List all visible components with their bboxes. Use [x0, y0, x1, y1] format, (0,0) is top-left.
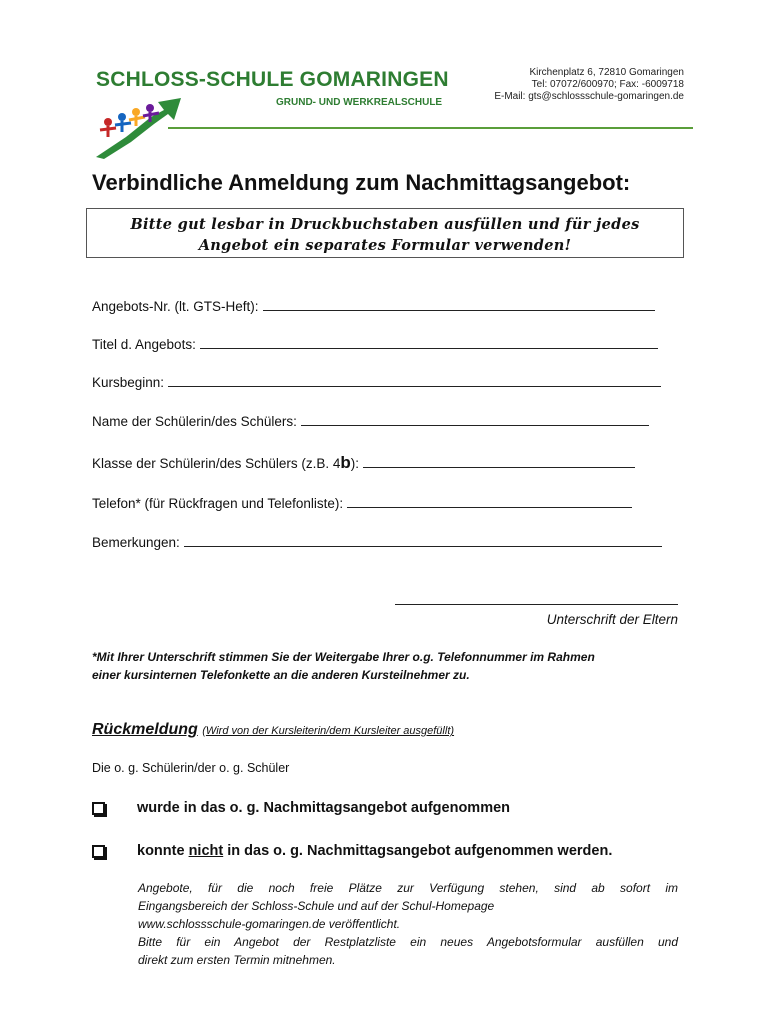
field-name — [92, 413, 649, 429]
hint-text: Wird von der Kursleiterin/dem Kursleiter ausgefüllt) — [205, 725, 455, 737]
footnote-line-2: einer kursinternen Telefonkette an die anderen Kursteilnehmer zu. — [92, 668, 470, 682]
input-line-klasse[interactable] — [363, 455, 635, 468]
notice-line-2: Angebot ein separates Formular verwenden! — [198, 237, 572, 254]
field-telefon — [92, 495, 632, 511]
address-street: Kirchenplatz 6, 72810 Gomaringen — [529, 67, 684, 78]
checkbox-nicht-aufgenommen[interactable] — [92, 845, 105, 858]
school-address — [494, 67, 684, 103]
input-line-telefon[interactable] — [347, 495, 632, 508]
header-divider — [168, 127, 693, 129]
input-line-angebot-nr[interactable] — [263, 298, 655, 311]
address-phone: Tel: 07072/600970; Fax: -6009718 — [531, 79, 684, 90]
field-label: Bemerkungen: — [92, 535, 180, 550]
option-label-c: in das o. g. Nachmittagsangebot aufgenommen werden. — [227, 843, 613, 859]
footnote-line-1: *Mit Ihrer Unterschrift stimmen Sie der Weitergabe Ihrer o.g. Telefonnummer im Rahmen — [92, 650, 595, 664]
klasse-example-b: b — [340, 453, 351, 472]
info-line-3: www.schlossschule-gomaringen.de veröffentlicht. — [138, 917, 401, 931]
school-subtitle: GRUND- UND WERKREALSCHULE — [276, 97, 443, 108]
field-label: Angebots-Nr. (lt. GTS-Heft): — [92, 299, 259, 314]
field-label: Titel d. Angebots: — [92, 337, 196, 352]
notice-line-1: Bitte gut lesbar in Druckbuchstaben ausfüllen und für jedes — [130, 216, 640, 233]
field-klasse — [92, 453, 635, 473]
footnote — [92, 648, 595, 684]
input-line-titel[interactable] — [200, 336, 658, 349]
input-line-kursbeginn[interactable] — [168, 374, 661, 387]
option-label-b: nicht — [188, 843, 224, 859]
field-angebot-nr — [92, 298, 655, 314]
info-line-4: Bitte für ein Angebot der Restplatzliste ein neues Angebotsformular ausfüllen und — [138, 935, 678, 949]
rueckmeldung-intro: Die o. g. Schülerin/der o. g. Schüler — [92, 761, 290, 775]
field-bemerkungen — [92, 534, 662, 550]
field-label: Name der Schülerin/des Schülers: — [92, 414, 297, 429]
info-line-1: Angebote, für die noch freie Plätze zur Verfügung stehen, sind ab sofort im — [138, 881, 678, 895]
school-name: SCHLOSS-SCHULE GOMARINGEN — [96, 68, 449, 91]
info-line-5: direkt zum ersten Termin mitnehmen. — [138, 953, 336, 967]
field-label: Telefon* (für Rückfragen und Telefonliste): — [92, 496, 344, 511]
address-email: E-Mail: gts@schlossschule-gomaringen.de — [494, 91, 684, 102]
info-text — [138, 879, 678, 969]
option-label: wurde in das o. g. Nachmittagsangebot aufgenommen — [137, 800, 511, 816]
option-nicht-aufgenommen — [92, 843, 612, 859]
option-label-a: konnte — [137, 843, 185, 859]
info-line-2: Eingangsbereich der Schloss-Schule und auf der Schul-Homepage — [138, 899, 495, 913]
input-line-name[interactable] — [301, 413, 649, 426]
field-label: Kursbeginn: — [92, 375, 165, 390]
input-line-bemerkungen[interactable] — [184, 534, 662, 547]
rueckmeldung-hint — [202, 725, 454, 737]
form-title: Verbindliche Anmeldung zum Nachmittagsangebot: — [92, 170, 631, 195]
notice-box — [86, 208, 684, 258]
hint-paren: ( — [202, 725, 206, 737]
checkbox-aufgenommen[interactable] — [92, 802, 105, 815]
field-label: Klasse der Schülerin/des Schülers (z.B. 4 — [92, 456, 341, 471]
option-aufgenommen — [92, 800, 510, 816]
field-kursbeginn — [92, 374, 661, 390]
rueckmeldung-title: Rückmeldung — [92, 721, 198, 738]
signature-line[interactable] — [395, 604, 678, 605]
field-label-suffix: ): — [350, 456, 360, 471]
signature-label: Unterschrift der Eltern — [546, 612, 678, 627]
field-titel — [92, 336, 658, 352]
rueckmeldung-heading — [92, 721, 454, 739]
